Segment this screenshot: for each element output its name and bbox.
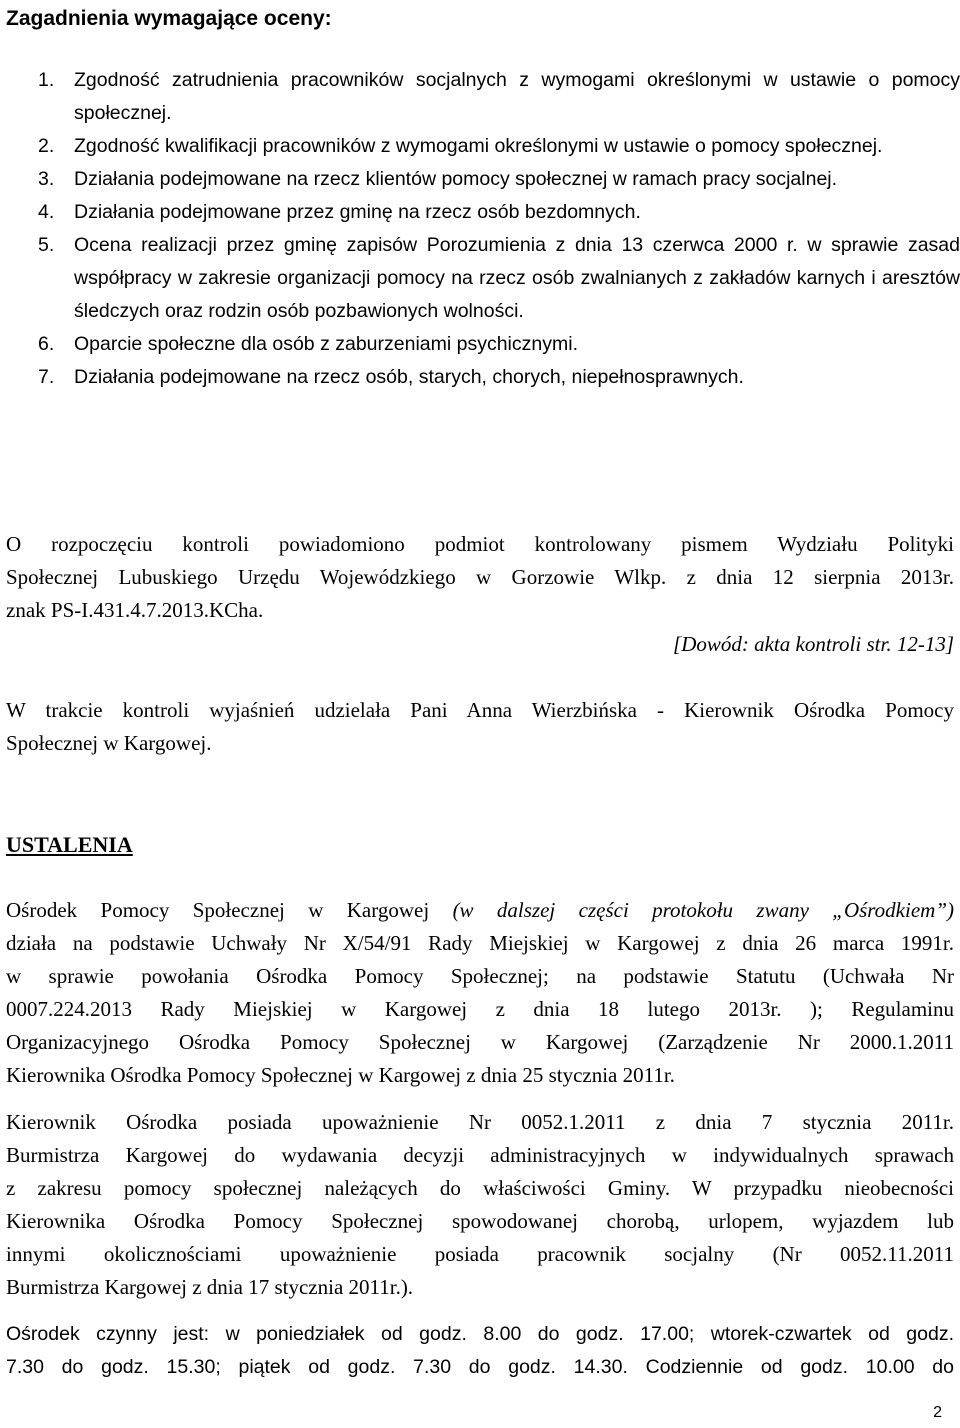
criteria-item bbox=[38, 196, 960, 229]
basis-line-start: Ośrodek Pomocy Społecznej w Kargowej bbox=[6, 898, 453, 922]
notice-line: znak PS-I.431.4.7.2013.KCha. bbox=[6, 598, 264, 622]
criteria-item-number: 5. bbox=[38, 234, 55, 256]
legal-basis-paragraph bbox=[6, 894, 954, 1092]
page-number: 2 bbox=[933, 1404, 942, 1421]
control-notice-paragraph bbox=[6, 528, 954, 627]
basis-line: w sprawie powołania Ośrodka Pomocy Społecznej; na podstawie Statutu (Uchwała Nr bbox=[6, 964, 954, 988]
hours-line: Ośrodek czynny jest: w poniedziałek od godz. 8.00 do godz. 17.00; wtorek-czwartek od godz. bbox=[6, 1323, 954, 1345]
criteria-item-number: 4. bbox=[38, 201, 55, 223]
hours-line: 7.30 do godz. 15.30; piątek od godz. 7.30 do godz. 14.30. Codziennie od godz. 10.00 do bbox=[6, 1356, 954, 1378]
office-hours-paragraph bbox=[6, 1318, 954, 1384]
criteria-item-text: Działania podejmowane na rzecz osób, starych, chorych, niepełnosprawnych. bbox=[74, 366, 744, 388]
basis-line: 0007.224.2013 Rady Miejskiej w Kargowej z dnia 18 lutego 2013r. ); Regulaminu bbox=[6, 997, 954, 1021]
explanations-line: W trakcie kontroli wyjaśnień udzielała Pani Anna Wierzbińska - Kierownik Ośrodka Pomocy bbox=[6, 698, 954, 722]
criteria-item-number: 7. bbox=[38, 366, 55, 388]
explanations-line: Społecznej w Kargowej. bbox=[6, 731, 212, 755]
authorization-line: innymi okolicznościami upoważnienie posiada pracownik socjalny (Nr 0052.11.2011 bbox=[6, 1242, 954, 1266]
notice-line: Społecznej Lubuskiego Urzędu Wojewódzkiego w Gorzowie Wlkp. z dnia 12 sierpnia 2013r. bbox=[6, 565, 954, 589]
basis-line: Kierownika Ośrodka Pomocy Społecznej w Kargowej z dnia 25 stycznia 2011r. bbox=[6, 1063, 675, 1087]
criteria-item-text: Oparcie społeczne dla osób z zaburzeniami psychicznymi. bbox=[74, 333, 578, 355]
criteria-item bbox=[38, 163, 960, 196]
criteria-item-text: Zgodność kwalifikacji pracowników z wymogami określonymi w ustawie o pomocy społecznej. bbox=[74, 135, 883, 157]
criteria-item bbox=[38, 64, 960, 130]
notice-line: O rozpoczęciu kontroli powiadomiono podmiot kontrolowany pismem Wydziału Polityki bbox=[6, 532, 954, 556]
authorization-line: Burmistrza Kargowej z dnia 17 stycznia 2011r.). bbox=[6, 1275, 414, 1299]
criteria-item bbox=[38, 130, 960, 163]
authorization-paragraph bbox=[6, 1106, 954, 1304]
authorization-line: Burmistrza Kargowej do wydawania decyzji administracyjnych w indywidualnych sprawach bbox=[6, 1143, 954, 1167]
document-page bbox=[6, 0, 960, 1428]
authorization-line: Kierownika Ośrodka Pomocy Społecznej spowodowanej chorobą, urlopem, wyjazdem lub bbox=[6, 1209, 954, 1233]
criteria-list bbox=[38, 64, 960, 394]
criteria-heading: Zagadnienia wymagające oceny: bbox=[6, 7, 332, 30]
authorization-line: Kierownik Ośrodka posiada upoważnienie Nr 0052.1.2011 z dnia 7 stycznia 2011r. bbox=[6, 1110, 954, 1134]
basis-line-italic: (w dalszej części protokołu zwany „Ośrodkiem”) bbox=[452, 898, 954, 922]
basis-line: Organizacyjnego Ośrodka Pomocy Społecznej w Kargowej (Zarządzenie Nr 2000.1.2011 bbox=[6, 1030, 954, 1054]
authorization-line: z zakresu pomocy społecznej należących do właściwości Gminy. W przypadku nieobecności bbox=[6, 1176, 954, 1200]
basis-line bbox=[6, 894, 954, 927]
criteria-item-number: 3. bbox=[38, 168, 55, 190]
criteria-item-number: 6. bbox=[38, 333, 55, 355]
criteria-item-number: 2. bbox=[38, 135, 55, 157]
criteria-item-number: 1. bbox=[38, 69, 55, 91]
basis-line: działa na podstawie Uchwały Nr X/54/91 Rady Miejskiej w Kargowej z dnia 26 marca 1991r. bbox=[6, 931, 954, 955]
explanations-paragraph bbox=[6, 694, 954, 760]
evidence-reference: [Dowód: akta kontroli str. 12-13] bbox=[673, 632, 954, 656]
criteria-item-text: Zgodność zatrudnienia pracowników socjalnych z wymogami określonymi w ustawie o pomocy społecznej. bbox=[74, 69, 960, 124]
criteria-item-text: Ocena realizacji przez gminę zapisów Porozumienia z dnia 13 czerwca 2000 r. w sprawie zasad współpracy w zakresie organizacji pomocy na rzecz osób zwalnianych z zakładów karnych i aresztów śledczych oraz rodzin osób pozbawionych wolności. bbox=[74, 234, 960, 322]
criteria-item bbox=[38, 361, 960, 394]
criteria-item bbox=[38, 328, 960, 361]
findings-title: USTALENIA bbox=[6, 832, 133, 857]
criteria-item-text: Działania podejmowane przez gminę na rzecz osób bezdomnych. bbox=[74, 201, 641, 223]
criteria-item bbox=[38, 229, 960, 328]
criteria-item-text: Działania podejmowane na rzecz klientów pomocy społecznej w ramach pracy socjalnej. bbox=[74, 168, 838, 190]
